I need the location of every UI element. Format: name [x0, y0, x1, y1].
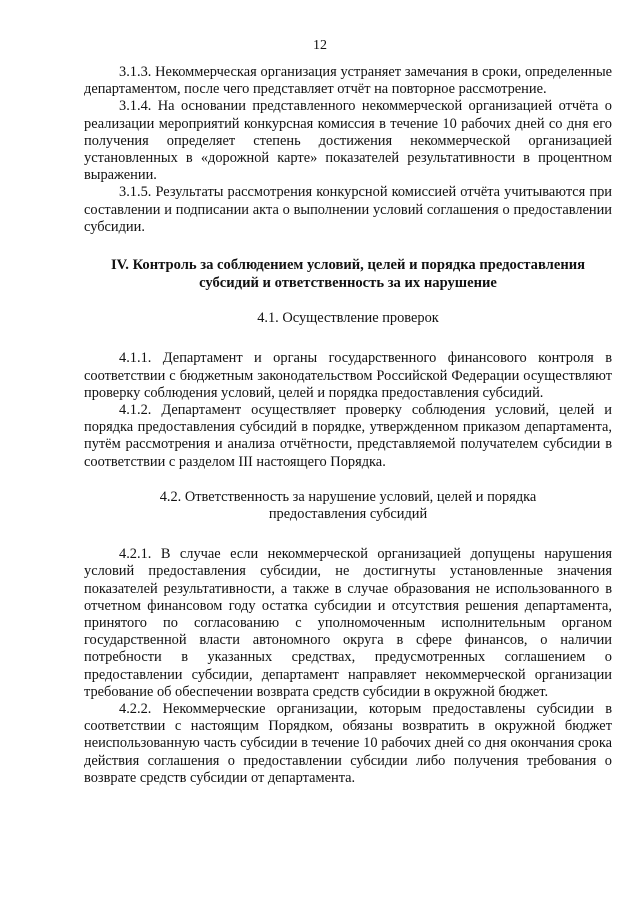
paragraph-3-1-4: 3.1.4. На основании представленного некоммерческой организацией отчёта о реализации мероприятий конкурсная комиссия в течение 10 рабочих дней со дня его получения определяет степень достижения некоммерческой организацией установленных в «дорожной карте» показателей результативности в процентном выражении. — [84, 98, 612, 184]
document-body — [84, 64, 612, 787]
paragraph-4-2-1: 4.2.1. В случае если некоммерческой организацией допущены нарушения условий предоставления субсидии, не достигнуты установленные значения показателей результативности, а также в случае образования не использованного в отчетном финансовом году остатка субсидии и отсутствия решения департамента, принятого по согласованию с уполномоченным исполнительным органом государственной власти автономного округа в сфере финансов, о наличии потребности в указанных средствах, предусмотренных соглашением о предоставлении субсидии, департамент направляет некоммерческой организации требование об обеспечении возврата средств субсидии в окружной бюджет. — [84, 546, 612, 700]
subsection-4-2-heading-line1: 4.2. Ответственность за нарушение условий, целей и порядка — [159, 488, 537, 505]
section-iv-heading: IV. Контроль за соблюдением условий, целей и порядка предоставления субсидий и ответственность за их нарушение — [110, 257, 586, 291]
subsection-4-1-heading: 4.1. Осуществление проверок — [257, 310, 439, 327]
paragraph-4-1-2: 4.1.2. Департамент осуществляет проверку соблюдения условий, целей и порядка предоставления субсидий в порядке, утвержденном приказом департамента, путём рассмотрения и анализа отчётности, представляемой получателем субсидии в соответствии с разделом III настоящего Порядка. — [84, 402, 612, 470]
paragraph-4-1-1: 4.1.1. Департамент и органы государственного финансового контроля в соответствии с бюджетным законодательством Российской Федерации осуществляют проверку соблюдения условий, целей и порядка предоставления субсидий. — [84, 350, 612, 401]
paragraph-3-1-5: 3.1.5. Результаты рассмотрения конкурсной комиссией отчёта учитываются при составлении и подписании акта о выполнении условий соглашения о предоставлении субсидии. — [84, 184, 612, 235]
subsection-4-2-heading — [84, 489, 612, 523]
paragraph-4-2-2: 4.2.2. Некоммерческие организации, которым предоставлены субсидии в соответствии с настоящим Порядком, обязаны возвратить в окружной бюджет неиспользованную часть субсидии в течение 10 рабочих дней со дня окончания срока действия соглашения о предоставлении субсидии либо получения требования о возврате средств субсидии от департамента. — [84, 701, 612, 786]
subsection-4-2-heading-line2: предоставления субсидий — [268, 506, 428, 523]
paragraph-3-1-3: 3.1.3. Некоммерческая организация устраняет замечания в сроки, определенные департаментом, после чего представляет отчёт на повторное рассмотрение. — [84, 64, 612, 98]
page-number: 12 — [313, 38, 327, 53]
